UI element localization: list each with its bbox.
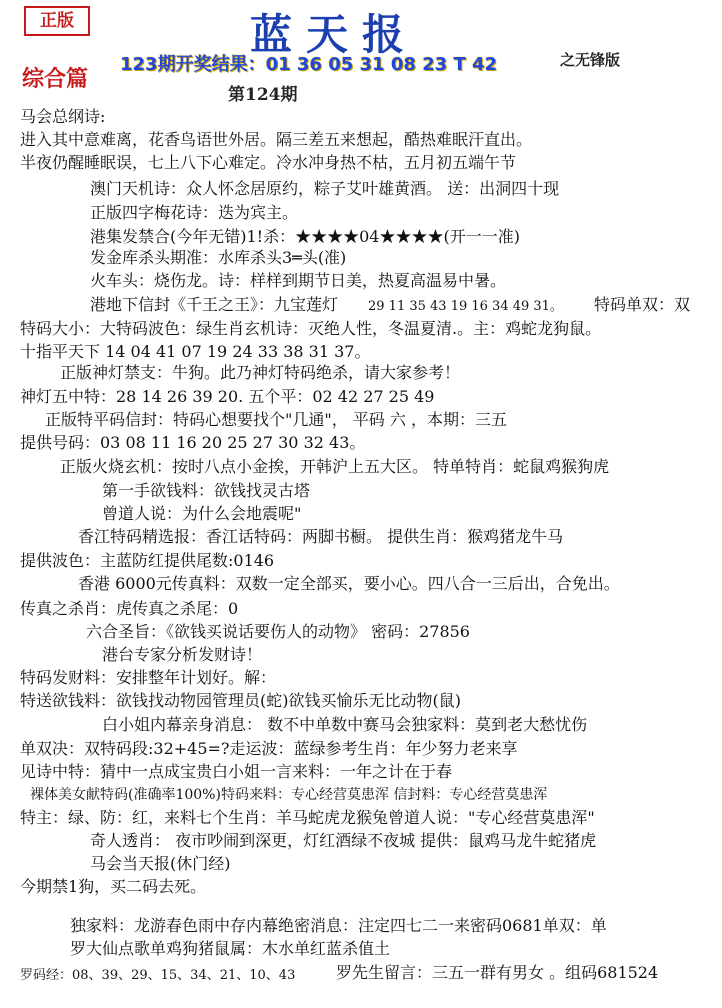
- text-line: 马会总纲诗:: [20, 107, 106, 126]
- text-line: 澳门天机诗：众人怀念居原约，粽子艾叶雄黄酒。 送：出洞四十现: [90, 179, 560, 198]
- text-line: 提供波色：主蓝防红提供尾数:0146: [20, 551, 275, 570]
- text-line: 发金库杀头期准：水库杀头3═头(准): [90, 248, 347, 267]
- text-line: 见诗中特：猜中一点成宝贵白小姐一言来料：一年之计在于春: [20, 762, 453, 781]
- text-line: 神灯五中特：28 14 26 39 20. 五个平：02 42 27 25 49: [20, 387, 435, 406]
- text-line: 奇人透肖： 夜市吵闹到深更，灯红酒绿不夜城 提供：鼠鸡马龙牛蛇猪虎: [90, 831, 597, 850]
- text-line: 港集发禁合(今年无错)1!杀：★★★★04★★★★(开一一准): [90, 227, 520, 246]
- text-line: 正版特平码信封：特码心想要找个"几通"， 平码 六 ，本期：三五: [45, 410, 507, 429]
- edition-label: 之无锋版: [560, 51, 621, 69]
- zhengban-badge: 正版: [24, 6, 90, 36]
- text-line: 正版四字梅花诗：迭为宾主。: [90, 203, 299, 222]
- text-line: 曾道人说：为什么会地震呢": [102, 504, 302, 523]
- text-line: 特送欲钱料：欲钱找动物园管理员(蛇)欲钱买愉乐无比动物(鼠): [20, 691, 461, 710]
- text-line: 罗码经：08、39、29、15、34、21、10、43: [20, 968, 296, 983]
- text-line: 单双决：双特码段:32+45=?走运波：蓝绿参考生肖：年少努力老来享: [20, 739, 518, 758]
- text-line: 罗先生留言：三五一群有男女 。组码681524: [336, 963, 659, 982]
- text-line: 香港 6000元传真料：双数一定全部买，要小心。四八合一三后出，合免出。: [78, 574, 620, 593]
- category-label: 综合篇: [22, 66, 89, 92]
- text-line: 进入其中意难离，花香鸟语世外居。隔三差五来想起，酷热难眠汗直出。: [20, 130, 533, 149]
- text-line: 罗大仙点歌单鸡狗猪鼠属：木水单红蓝杀值土: [70, 939, 391, 958]
- text-line: 今期禁1狗，买二码去死。: [20, 877, 207, 896]
- text-line: 29 11 35 43 19 16 34 49 31。: [368, 299, 563, 314]
- newspaper-title: 蓝天报: [250, 10, 419, 59]
- text-line: 港地下信封《千王之王》：九宝莲灯: [90, 295, 339, 314]
- text-line: 马会当天报(休门经): [90, 854, 231, 873]
- text-line: 特码发财料：安排整年计划好。解：: [20, 668, 277, 687]
- issue-number: 第124期: [228, 85, 298, 105]
- text-line: 第一手欲钱料：欲钱找灵古塔: [102, 481, 311, 500]
- text-line: 特主：绿、防：红，来料七个生肖：羊马蛇虎龙猴兔曾道人说："专心经营莫患浑": [20, 808, 595, 827]
- text-line: 六合圣旨：《欲钱买说话要伤人的动物》 密码：27856: [86, 622, 470, 641]
- draw-result: 123期开奖结果：01 36 05 31 08 23 T 42: [120, 54, 498, 75]
- text-line: 火车头：烧伤龙。诗：样样到期节日美，热夏高温易中暑。: [90, 271, 507, 290]
- text-line: 特码大小：大特码波色：绿生肖玄机诗：灭绝人性，冬温夏清.。主：鸡蛇龙狗鼠。: [20, 319, 602, 338]
- text-line: 正版火烧玄机：按时八点小金挨，开韩沪上五大区。 特单特肖：蛇鼠鸡猴狗虎: [60, 457, 610, 476]
- text-line: 独家料：龙游春色雨中存内幕绝密消息：注定四七二一来密码0681单双：单: [70, 916, 607, 935]
- text-line: 正版神灯禁支：牛狗。此乃神灯特码绝杀，请大家参考！: [60, 363, 461, 382]
- text-line: 白小姐内幕亲身消息： 数不中单数中赛马会独家料：莫到老大愁忧伤: [102, 715, 588, 734]
- smudge-mark: [250, 875, 710, 913]
- text-line: 裸体美女献特码(准确率100%)特码来料：专心经营莫患浑 信封料：专心经营莫患浑: [30, 787, 548, 803]
- text-line: 特码单双：双: [594, 295, 691, 314]
- text-line: 港台专家分析发财诗！: [102, 645, 263, 664]
- text-line: 香江特码精选报：香江话特码：两脚书橱。 提供生肖：猴鸡猪龙牛马: [78, 527, 564, 546]
- text-line: 十指平天下 14 04 41 07 19 24 33 38 31 37。: [20, 342, 371, 361]
- text-line: 半夜仍醒睡眠误，七上八下心难定。冷水冲身热不枯，五月初五端午节: [20, 153, 517, 172]
- text-line: 提供号码：03 08 11 16 20 25 27 30 32 43。: [20, 433, 366, 452]
- text-line: 传真之杀肖：虎传真之杀尾：0: [20, 599, 239, 618]
